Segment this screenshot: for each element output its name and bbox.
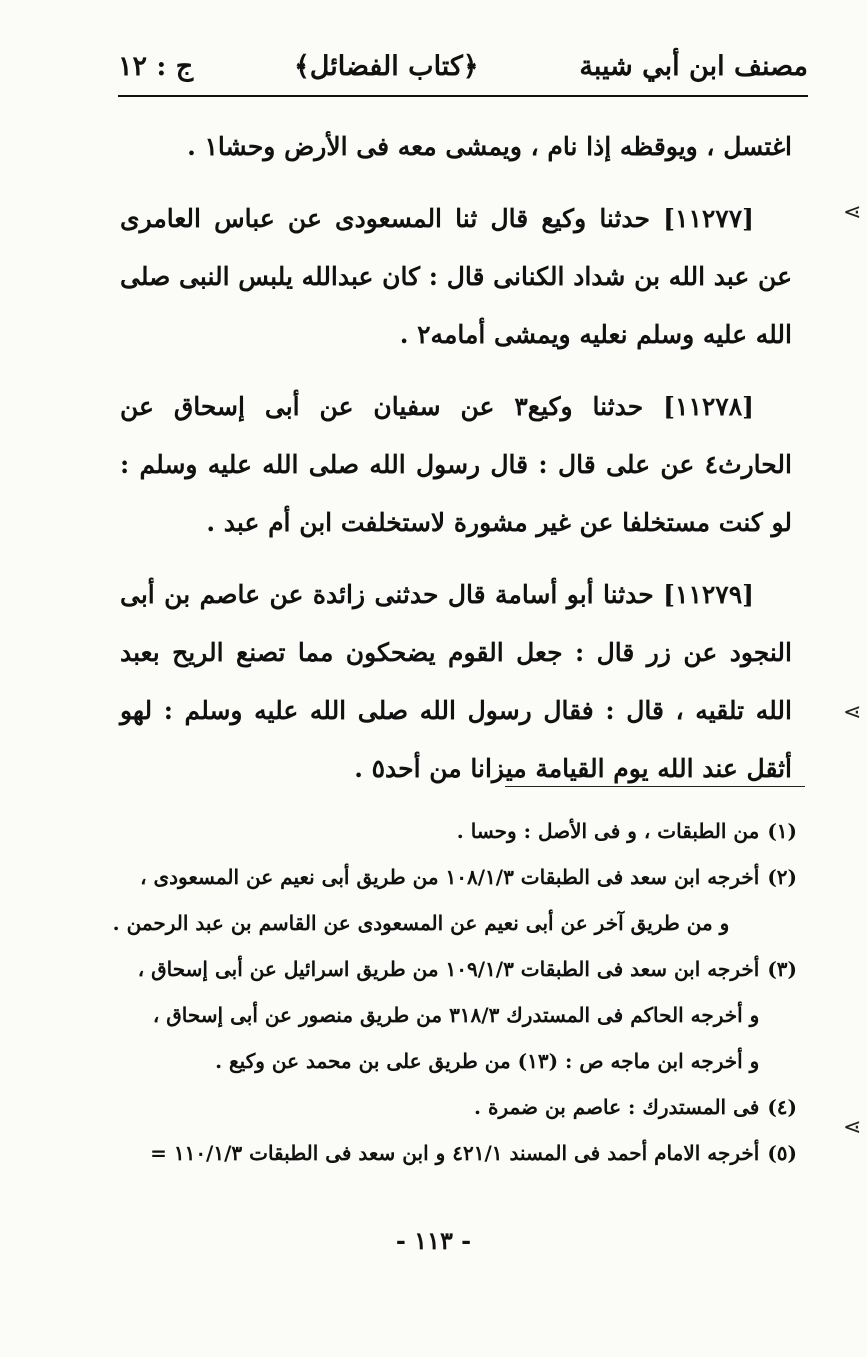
footnote-line: و من طريق آخر عن أبى نعيم عن المسعودى عن القاسم بن عبد الرحمن . bbox=[112, 911, 730, 935]
footnote-3 bbox=[125, 946, 797, 1084]
footnote-number: (٣) bbox=[767, 957, 797, 981]
footnote-2 bbox=[112, 854, 797, 946]
footnotes bbox=[112, 808, 797, 1176]
footnote-4 bbox=[125, 1084, 797, 1130]
footnote-5 bbox=[125, 1130, 797, 1176]
footnote-number: (٥) bbox=[767, 1141, 797, 1165]
footnote-line: أخرجه ابن سعد فى الطبقات ١٠٩/١/٣ من طريق اسرائيل عن أبى إسحاق ، bbox=[137, 957, 760, 981]
margin-mark-icon: ⋖ bbox=[843, 700, 862, 725]
main-text bbox=[120, 118, 792, 812]
footnote-number: (٢) bbox=[767, 865, 797, 889]
margin-mark-icon: ⋖ bbox=[843, 200, 862, 225]
footnote-separator bbox=[505, 786, 805, 787]
chapter-title: ﴿كتاب الفضائل﴾ bbox=[293, 50, 479, 82]
hadith-11278: [١١٢٧٨] حدثنا وكيع٣ عن سفيان عن أبى إسحاق عن الحارث٤ عن على قال : قال رسول الله صلى الله عليه وسلم : لو كنت مستخلفا عن غير مشورة لاستخلفت ابن أم عبد . bbox=[120, 392, 792, 537]
footnote-line: أخرجه ابن سعد فى الطبقات ١٠٨/١/٣ من طريق أبى نعيم عن المسعودى ، bbox=[140, 865, 760, 889]
margin-mark-icon: ⋖ bbox=[843, 1115, 862, 1140]
volume-number: ج : ١٢ bbox=[118, 50, 194, 82]
hadith-11277: [١١٢٧٧] حدثنا وكيع قال ثنا المسعودى عن عباس العامرى عن عبد الله بن شداد الكنانى قال : كان عبدالله يلبس النبى صلى الله عليه وسلم نعليه ويمشى أمامه٢ . bbox=[120, 204, 792, 349]
paragraph: اغتسل ، ويوقظه إذا نام ، ويمشى معه فى الأرض وحشا١ . bbox=[187, 132, 792, 161]
footnote-line: و أخرجه الحاكم فى المستدرك ٣١٨/٣ من طريق منصور عن أبى إسحاق ، bbox=[152, 1003, 760, 1027]
book-title: مصنف ابن أبي شيبة bbox=[579, 50, 808, 82]
page-number: - ١١٣ - bbox=[395, 1226, 472, 1255]
hadith-11279: [١١٢٧٩] حدثنا أبو أسامة قال حدثنى زائدة عن عاصم بن أبى النجود عن زر قال : جعل القوم يضحكون مما تصنع الريح بعبد الله تلقيه ، قال : فقال رسول الله صلى الله عليه وسلم : لهو أثقل عند الله يوم القيامة ميزانا من أحد٥ . bbox=[120, 580, 792, 783]
running-header bbox=[118, 38, 808, 94]
footnote-1 bbox=[125, 808, 797, 854]
footnote-line: فى المستدرك : عاصم بن ضمرة . bbox=[474, 1095, 760, 1119]
footnote-line: أخرجه الامام أحمد فى المسند ٤٢١/١ و ابن سعد فى الطبقات ١١٠/١/٣ = bbox=[150, 1141, 760, 1165]
footnote-line: و أخرجه ابن ماجه ص : (١٣) من طريق على بن محمد عن وكيع . bbox=[215, 1049, 760, 1073]
footnote-number: (١) bbox=[767, 819, 797, 843]
footnote-line: من الطبقات ، و فى الأصل : وحسا . bbox=[456, 819, 760, 843]
footnote-number: (٤) bbox=[767, 1095, 797, 1119]
header-rule bbox=[118, 95, 808, 97]
